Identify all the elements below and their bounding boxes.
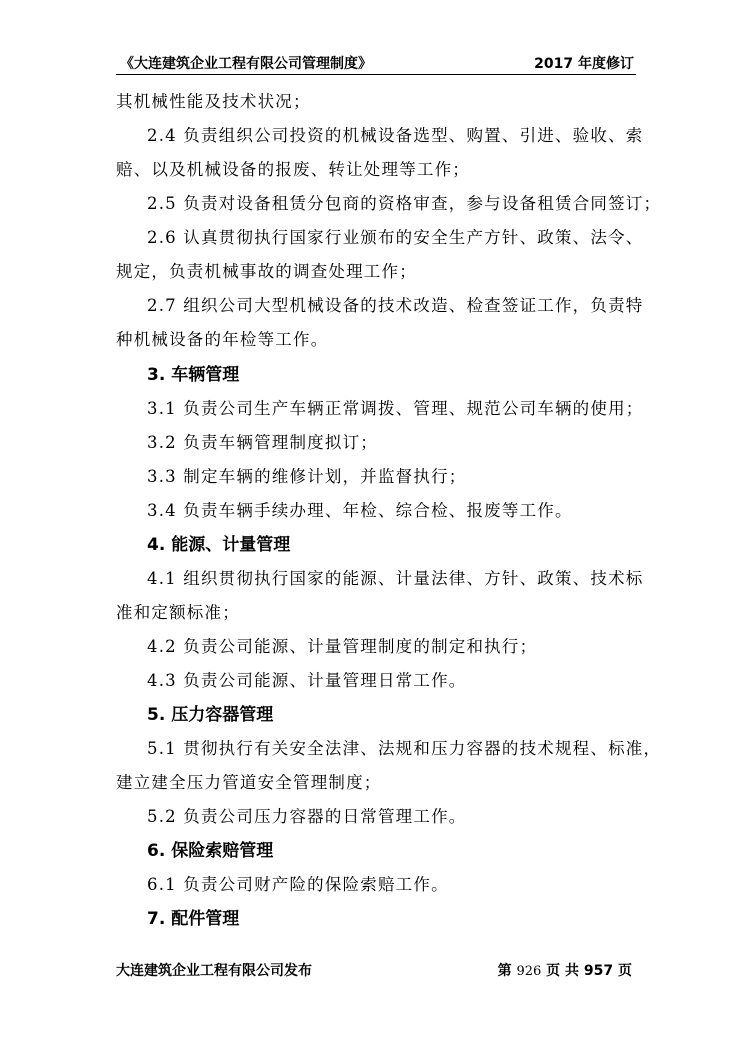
- section-heading: 3. 车辆管理: [147, 365, 240, 385]
- body-line: 3.3 制定车辆的维修计划，并监督执行；: [147, 467, 467, 486]
- document-title: 《大连建筑企业工程有限公司管理制度》: [120, 56, 372, 72]
- revision-label: 2017 年度修订: [534, 56, 634, 72]
- publisher-label: 大连建筑企业工程有限公司发布: [116, 963, 312, 979]
- page-total: 957: [583, 963, 614, 979]
- body-line: 6.1 负责公司财产险的保险索赔工作。: [147, 875, 449, 894]
- page-suffix: 页: [618, 963, 632, 979]
- body-line: 2.4 负责组织公司投资的机械设备选型、购置、引进、验收、索: [147, 126, 644, 145]
- body-line: 种机械设备的年检等工作。: [116, 330, 329, 349]
- body-line: 2.6 认真贯彻执行国家行业颁布的安全生产方针、政策、法令、: [147, 228, 644, 247]
- body-line: 3.2 负责车辆管理制度拟订；: [147, 433, 378, 452]
- page-prefix: 第: [497, 963, 512, 979]
- section-heading: 7. 配件管理: [147, 909, 240, 929]
- body-line: 2.5 负责对设备租赁分包商的资格审查，参与设备租赁合同签订；: [147, 194, 662, 213]
- body-line: 赔、以及机械设备的报废、转让处理等工作；: [116, 160, 470, 179]
- section-heading: 6. 保险索赔管理: [147, 841, 274, 861]
- body-line: 3.4 负责车辆手续办理、年检、综合检、报废等工作。: [147, 501, 573, 520]
- body-line: 规定，负责机械事故的调查处理工作；: [116, 262, 417, 281]
- page-number: 926: [516, 964, 542, 979]
- body-line: 4.2 负责公司能源、计量管理制度的制定和执行；: [147, 637, 538, 656]
- body-line: 4.1 组织贯彻执行国家的能源、计量法律、方针、政策、技术标: [147, 569, 644, 588]
- page-footer: [116, 960, 636, 982]
- body-line: 准和定额标准；: [116, 603, 240, 622]
- body-line: 3.1 负责公司生产车辆正常调拨、管理、规范公司车辆的使用；: [147, 399, 644, 418]
- body-line: 2.7 组织公司大型机械设备的技术改造、检查签证工作，负责特: [147, 296, 644, 315]
- body-line: 其机械性能及技术状况；: [116, 92, 311, 111]
- section-heading: 4. 能源、计量管理: [147, 535, 291, 555]
- body-line: 5.1 贯彻执行有关安全法津、法规和压力容器的技术规程、标准，: [147, 739, 662, 758]
- page-mid: 页 共: [546, 963, 580, 979]
- page-counter: [498, 960, 632, 980]
- section-heading: 5. 压力容器管理: [147, 705, 274, 725]
- body-line: 5.2 负责公司压力容器的日常管理工作。: [147, 807, 467, 826]
- page-header: [116, 50, 636, 75]
- body-line: 建立建全压力管道安全管理制度；: [116, 773, 382, 792]
- body-line: 4.3 负责公司能源、计量管理日常工作。: [147, 671, 467, 690]
